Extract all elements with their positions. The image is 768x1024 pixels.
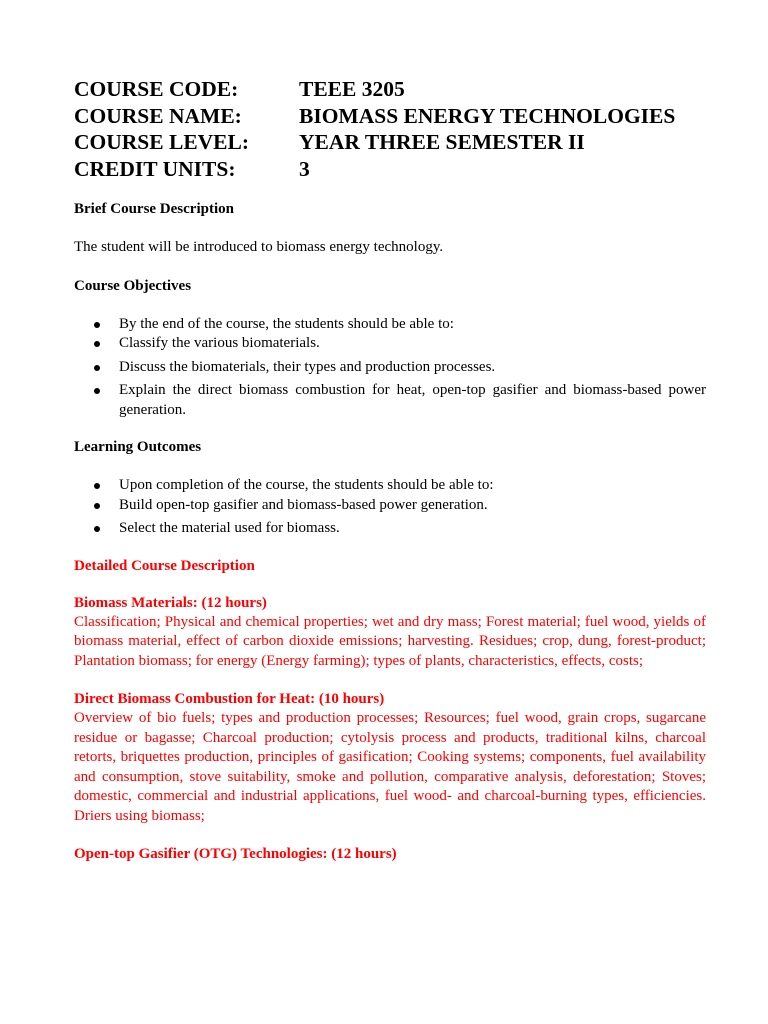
outcome-text: Upon completion of the course, the students should be able to: <box>119 477 494 493</box>
course-name-row <box>74 103 675 130</box>
learning-outcomes-list <box>74 476 706 539</box>
course-code-label: COURSE CODE: <box>74 77 239 101</box>
course-name-label: COURSE NAME: <box>74 103 242 128</box>
credit-units-row <box>74 156 675 183</box>
bullet-icon <box>94 341 100 347</box>
bullet-icon <box>94 365 100 371</box>
brief-description-heading: Brief Course Description <box>74 201 234 217</box>
objective-text: By the end of the course, the students should be able to: <box>119 315 454 332</box>
course-header <box>74 76 675 182</box>
bullet-icon <box>94 322 100 328</box>
course-level-value: YEAR THREE SEMESTER II <box>299 130 585 154</box>
biomass-materials-heading: Biomass Materials: (12 hours) <box>74 594 267 611</box>
list-item <box>74 476 706 496</box>
bullet-icon <box>94 526 100 532</box>
list-item <box>74 519 706 539</box>
list-item <box>74 334 706 354</box>
outcome-text: Select the material used for biomass. <box>119 520 340 536</box>
open-top-gasifier-heading: Open-top Gasifier (OTG) Technologies: (12 hours) <box>74 846 397 862</box>
objective-text: Classify the various biomaterials. <box>119 335 320 351</box>
credit-units-value: 3 <box>299 156 310 181</box>
direct-combustion-heading: Direct Biomass Combustion for Heat: (10 hours) <box>74 691 385 707</box>
list-item <box>74 381 706 420</box>
brief-description-text: The student will be introduced to biomass energy technology. <box>74 239 444 255</box>
bullet-icon <box>94 503 100 509</box>
objective-text: Discuss the biomaterials, their types and production processes. <box>119 358 496 375</box>
course-code-value: TEEE 3205 <box>299 77 405 101</box>
list-item <box>74 358 706 378</box>
bullet-icon <box>94 388 100 394</box>
course-code-row <box>74 76 675 103</box>
direct-combustion-text: Overview of bio fuels; types and production processes; Resources; fuel wood, grain crops, sugarcane residue or bagasse; Charcoal production; cytolysis process and products, traditional kilns, charcoal retorts, briquettes production, principles of gasification; Cooking systems; components, fuel availability and consumption, stove suitability, smoke and pollution, comparative analysis, deforestation; Stoves; domestic, commercial and industrial applications, fuel wood- and charcoal-burning types, efficiencies. Driers using biomass; <box>74 710 706 824</box>
course-level-label: COURSE LEVEL: <box>74 130 250 154</box>
course-name-value: BIOMASS ENERGY TECHNOLOGIES <box>299 103 676 128</box>
list-item <box>74 496 706 516</box>
course-level-row <box>74 129 675 156</box>
course-objectives-list <box>74 315 706 421</box>
biomass-materials-text: Classification; Physical and chemical properties; wet and dry mass; Forest material; fuel wood, yields of biomass material, effect of carbon dioxide emissions; harvesting. Residues; crop, dung, forest-product; Plantation biomass; for energy (Energy farming); types of plants, characteristics, effects, costs; <box>74 613 706 669</box>
detailed-description-heading: Detailed Course Description <box>74 557 255 574</box>
document-page <box>74 76 706 864</box>
course-objectives-heading: Course Objectives <box>74 277 192 294</box>
learning-outcomes-heading: Learning Outcomes <box>74 439 202 455</box>
objective-text: Explain the direct biomass combustion for heat, open-top gasifier and biomass-based power generation. <box>119 382 706 418</box>
list-item <box>74 315 706 335</box>
bullet-icon <box>94 483 100 489</box>
outcome-text: Build open-top gasifier and biomass-based power generation. <box>119 496 488 513</box>
credit-units-label: CREDIT UNITS: <box>74 156 236 181</box>
